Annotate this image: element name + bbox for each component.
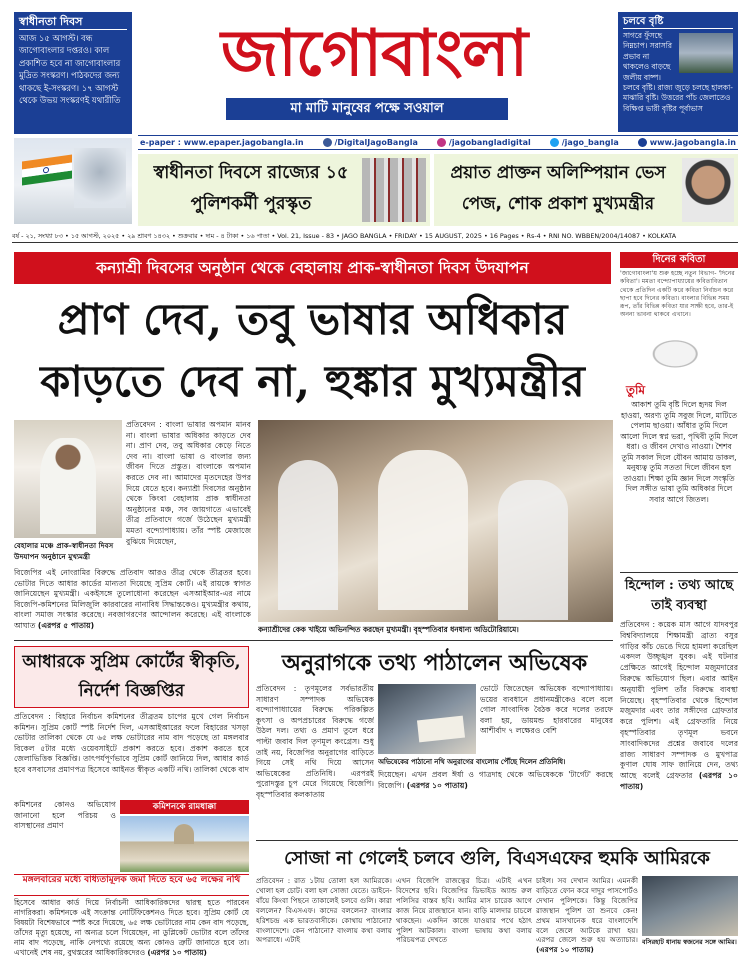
shoja-col2: এখন বিজেপি রাজত্বের চিত্র। এটাই এখন বিদেশের ছবি। বিজেপির ডিভাইড অ্যান্ড রুল পলিসির বাস্তব ছবি। আমির মাস চারেক আগে কাজ নিয়ে রাজস্থানে যান। বাড়ি মালদার চাচলে থাকছেন। একদিন কাজে যাওয়ার পথে হঠাৎ পুলিশ আটকাল। বাংলা ভাষায় কথা বলায় পরিচয়পত্র দেখতে bbox=[396, 876, 532, 945]
aadhaar-box-head: মঙ্গলবারের মধ্যে বাধ্যতামূলক জমা দিতে হবে ৬৫ লক্ষের নথি bbox=[14, 874, 249, 896]
abhishek-col4-text: দিয়েছেন। এখন প্রবল ঈর্ষা ও গাত্রদাহ থেকে অভিষেককে 'টার্গেট' করছে বিজেপি। bbox=[378, 770, 613, 790]
dateline: বর্ষ - ২১, সংখ্যা ৮৩ • ১৫ আগস্ট, ২০২৫ • ২৯ শ্রাবণ ১৪৩২ • শুক্রবার • দাম - ৪ টাকা • ১৬ পাতা • Vol. 21, Issue - 83 • JAGO BANGLA • FRIDAY • 15 AUGUST, 2025 • 16 Pages • Rs-4 • RNI NO. WBBEN/2004/14087 • KOLKATA bbox=[12, 230, 738, 243]
aadhaar-body: প্রতিবেদন : বিহারে নির্বাচন কমিশনের তীব্রতম চাপের মুখে গেল নির্বাচন কমিশন। সুপ্রিম কোর্ট স্পষ্ট নির্দেশ দিল, এসআইআরের ফলে বিহারের খসড়া ভোটার তালিকা থেকে যে ৬৫ লক্ষ ভোটারের নাম বাদ পড়েছে তা মঙ্গলবার বিকেল ৫টার মধ্যে ওয়েবসাইটে প্রকাশ করতে হবে। প্রকাশ করতে হবে জেলাভিত্তিক বিজ্ঞপ্তি। তাৎপর্যপূর্ণভাবে সুপ্রিম কোর্ট জানিয়ে দিল, আধার কার্ড হবে বসবাসের প্রমাণপত্র হিসেবে আইনত স্বীকৃত একটি নথি। তালিকা থেকে বাদ bbox=[14, 712, 249, 774]
instagram-icon bbox=[437, 138, 446, 147]
left-brief-text: আজ ১৫ আগস্ট। বন্ধ জাগোবাংলার দপ্তরও। কাল প্রকাশিত হবে না জাগোবাংলার মুদ্রিত সংস্করণ। পাঠকদের জন্য থাকছে ই-সংস্করণ। ১৭ আগস্ট থেকে উভয় সংস্করণই যথারীতি bbox=[19, 33, 121, 106]
vece-paes-photo bbox=[682, 158, 734, 222]
amir-photo-caption: বসিরহাট ধানায় স্বজনের সঙ্গে আমির। bbox=[642, 938, 737, 946]
right-brief-box bbox=[618, 12, 738, 132]
epaper-link[interactable]: e-paper : www.epaper.jagobangla.in bbox=[140, 138, 304, 147]
cm-stage-caption: বেহালার মঞ্চে প্রাক-স্বাধীনতা দিবস উদযাপন অনুষ্ঠানে মুখ্যমন্ত্রী bbox=[14, 541, 114, 561]
poem-body: আকাশ তুমি বৃষ্টি দিলে হৃদয় দিল হাওয়া, অরণ্য তুমি সবুজ দিলে, মাটিতে পেলাম ছাওয়া। আঁধার তুমি দিলে আলো দিলে স্বপ্ন ভরা, পৃথিবী তুমি দিলে ধরা। ও জীবন দেখাও নাওয়া। শৈশব তুমি সকাল দিলে যৌবন আমায় ডাকল, মনুষ্যত্ব তুমি সততা দিলে জীবন হল তাওয়া। শিক্ষা তুমি জ্ঞান দিলে সংস্কৃতি দিল সঙ্গীত ভাষা তুমি অধিকার দিলে সবার আগে জিতল। bbox=[620, 400, 738, 504]
abhishek-col4 bbox=[378, 770, 613, 834]
hindol-continued: (এরপর ১০ পাতায়) bbox=[620, 771, 738, 791]
shoja-col1: প্রতিবেদন : রাত ১টায় তোলা হল আমিরকে। খোলা হল চোট। বলা হল সোজা যেতে। ডাইনে-বাঁয়ে কিংবা পিছনে তাকালেই চলবে গুলি। কারা বললেন? বিএসএফ। কাদের বললেন? বাংলার হরিশচন্দ্র এক ভারতবাসীকে। কোথায় পাঠানো? বাংলাদেশে। কেন পাঠানো? বাংলায় কথা বলায় অপরাধে। এটাই bbox=[256, 876, 392, 945]
kanyashree-caption: কন্যাশ্রীদের কেক খাইয়ে অভিনন্দিত করছেন মুখ্যমন্ত্রী। বৃহস্পতিবার ধনধান্য অডিটোরিয়ামে। bbox=[258, 625, 519, 634]
main-story-continued: (এরপর ৫ পাতায়) bbox=[37, 620, 95, 630]
rain-photo bbox=[679, 33, 733, 73]
social-bar bbox=[138, 135, 738, 150]
right-brief-title: চলবে বৃষ্টি bbox=[623, 15, 733, 29]
instagram-link[interactable]: /jagobangladigital bbox=[437, 138, 531, 147]
cm-stage-photo bbox=[14, 420, 122, 538]
main-story-col1: প্রতিবেদন : বাংলা ভাষার অপমান মানব না। বাংলা ভাষার অধিকার কাড়তে দেব না। প্রাণ দেব, তবু অধিকার কেড়ে নিতে দেব না। বাংলা ভাষা ও বাংলার জন্য জীবন দিতে প্রস্তুত। বাংলাকে অপমান করতে দেব না। আমাদের মৃতদেহের উপর দিয়ে যেতে হবে। কন্যাশ্রী দিবসের অনুষ্ঠান থেকে কিংবা বেহালায় প্রাক স্বাধীনতা অনুষ্ঠানের মঞ্চ, সব জায়গাতে এভাবেই তীব্র প্রতিবাদে গর্জে উঠেছেন মুখ্যমন্ত্রী মমতা বন্দ্যোপাধ্যায়। তাঁর স্পষ্ট মেজাজে বুঝিয়ে দিয়েছেন, bbox=[126, 420, 251, 546]
abhishek-photo-caption: অভিষেকের পাঠানো নথি অনুরাগের বাংলোয় পৌঁছে দিলেন প্রতিনিধি। bbox=[378, 758, 566, 766]
medals-photo bbox=[362, 158, 426, 222]
tricolor-flag-icon bbox=[22, 154, 72, 185]
masthead-title: জাগোবাংলা bbox=[220, 16, 527, 91]
left-brief-box bbox=[14, 12, 132, 134]
teaser-left[interactable] bbox=[138, 154, 430, 226]
abhishek-body: প্রতিবেদন : তৃণমূলের সর্বভারতীয় সাধারণ সম্পাদক অভিষেক বন্দ্যোপাধ্যায়ের বিরুদ্ধে পরিকল্পিত কুৎসা ও অপপ্রচারের বিরুদ্ধে গর্জে উঠল দল। তথ্য ও প্রমাণ তুলে ধরে পাল্টা জবাব দিল তৃণমূল কংগ্রেস। শুধু তাই নয়, বিজেপির অনুরাগের বাড়িতে গিয়ে সেই নথি দিয়ে আসেন অভিষেকের প্রতিনিধি। এরপরই পুরোদস্তুর চুপ মেরে গিয়েছে বিজেপি। বৃহস্পতিবার কলকাতায় bbox=[256, 684, 374, 799]
shoja-divider bbox=[256, 840, 738, 841]
main-story-bottom-text: বিজেপির এই নোংরামির বিরুদ্ধে প্রতিবাদ আরও তীব্র থেকে তীব্রতর হবে। ভোটার দিতে আধার কার্ডের মান্যতা দিয়েছে সুপ্রিম কোর্ট। এই রায়কে স্বাগত জানিয়েছেন মুখ্যমন্ত্রী। একইসঙ্গে তুলোধোনা করেছেন এসআইআর-এর নামে বিজেপি-কমিশনের মিলিজুলি কারবারের নানাবিধ সিদ্ধান্তকেও। মুখ্যমন্ত্রীর কথায়, বাংলা সমাজ সংস্কার করেছে। নবজাগরণের আন্দোলন করেছে। এই বাংলাকে আঘাত bbox=[14, 568, 251, 630]
abhishek-continued: (এরপর ১০ পাতায়) bbox=[406, 780, 468, 790]
poem-header: দিনের কবিতা bbox=[620, 252, 738, 268]
masthead-tagline: মা মাটি মানুষের পক্ষে সওয়াল bbox=[226, 98, 508, 120]
main-headline-1: প্রাণ দেব, তবু ভাষার অধিকার bbox=[57, 295, 568, 345]
aadhaar-box-text: হিসেবে আধার কার্ড দিয়ে নির্বাচনী আধিকারিকদের দ্বারস্থ হতে পারবেন নাগরিকরা। কমিশনকে এই সংক্রান্ত নোটিফিকেশনও দিতে হবে। সুপ্রিম কোর্ট যে বিষয়টা বিশেষভাবে স্পষ্ট করে দিয়েছে, ৬৫ লক্ষ ভোটারের নাম কেন বাদ পড়েছে, তাঁদের মৃত্যু হয়েছে, না অন্যত্র চলে গিয়েছেন, না ডুপ্লিকেট ভোটার বলে তাঁদের নাম বাদ পড়েছে, নাকি নেপথ্যে রয়েছে অন্য কোনও ত্রুটি জানাতে হবে তা। এখানেই শেষ নয়, বুথস্তরের আধিকারিকদেরও bbox=[14, 898, 249, 956]
kanyashree-photo bbox=[258, 420, 613, 622]
main-headline-2: কাড়তে দেব না, হুঙ্কার মুখ্যমন্ত্রীর bbox=[40, 357, 585, 407]
twitter-link[interactable]: /jago_bangla bbox=[550, 138, 619, 147]
left-brief-title: স্বাধীনতা দিবস bbox=[19, 15, 127, 30]
poem-divider bbox=[620, 572, 738, 573]
main-kicker: কন্যাশ্রী দিবসের অনুষ্ঠান থেকে বেহালায় প্রাক-স্বাধীনতা দিবস উদযাপন bbox=[14, 252, 611, 284]
globe-icon bbox=[638, 138, 647, 147]
amir-photo bbox=[642, 876, 738, 936]
flag-photo bbox=[14, 138, 132, 224]
abhishek-col3: ভোটে জিতেছেন অভিষেক বন্দ্যোপাধ্যায়। ভয়ের ব্যবধানে প্রধানমন্ত্রীকেও বলে বলে গোল সাংবাদিক বৈঠক করে দলের তরফে বলা হয়, ডায়মন্ড হারবারের মানুষের আশীর্বাদ ৭ লক্ষেরও বেশি bbox=[480, 684, 613, 736]
website-link[interactable]: www.jagobangla.in bbox=[638, 138, 736, 147]
aadhaar-headline-box bbox=[14, 646, 249, 708]
teaser-right[interactable] bbox=[434, 154, 738, 226]
right-brief-text: সাগরে ফুঁসছে নিম্নচাপ। সরাসরি প্রভাব না থাকলেও বাড়ছে জলীয় বাষ্প। চলবে বৃষ্টি। রাজ্য জুড়ে চলছে হালকা-মাঝারি বৃষ্টি। উত্তরের পাঁচ জেলাতেও বিক্ষিপ্ত ভারী বৃষ্টির পূর্বাভাস bbox=[623, 31, 733, 113]
teaser-right-text: প্রয়াত প্রাক্তন অলিম্পিয়ান ভেস পেজ, শোক প্রকাশ মুখ্যমন্ত্রীর bbox=[450, 163, 666, 214]
abhishek-photo bbox=[378, 684, 476, 754]
poem-title: তুমি bbox=[626, 383, 646, 397]
shoja-col3-text: চাইল। সব দেখান আমির। এমনকী বাড়িতে ফোন করে দাদুর পাসপোর্টও দেখান পুলিশকে। কিন্তু বিজেপির রাজস্থান পুলিশ তা শুনবে কেন! প্রথম মাসখানেক ধরে বাংলাদেশি বলে জেলে আটকে রাখা হয়। এরপর জেলে শুরু হয় অত্যাচার। bbox=[536, 876, 638, 945]
aadhaar-side: কমিশনের কোনও অভিযোগ জানানো হলে পরিচয় ও বাসস্থানের প্রমাণ bbox=[14, 800, 116, 831]
twitter-icon bbox=[550, 138, 559, 147]
shoja-col3 bbox=[536, 876, 638, 956]
aadhaar-subhead: কমিশনকে রামধাক্কা bbox=[120, 800, 249, 814]
shoja-continued: (এরপর ১০ পাতায়) bbox=[536, 945, 594, 955]
hindol-body-text: প্রতিবেদন : কয়েক মাস আগে যাদবপুর বিশ্ববিদ্যালয়ে শিক্ষামন্ত্রী ব্রাত্য বসুর গাড়ির কাঁচ ভেঙে দিয়ে হামলা করেছিল একদল উচ্ছৃঙ্খল যুবক। এই ঘটনার প্রেক্ষিতে আগেই হিন্দোল মজুমদারের বিরুদ্ধে অভিযোগ ছিল। এবার আইন অনুযায়ী পুলিশ তাঁর বিরুদ্ধে ব্যবস্থা নিয়েছে। বৃহস্পতিবার থেকে হিন্দোল মজুমদার এবং তার সঙ্গীদের গ্রেফতার করে পুলিশ। এই গ্রেফতারি নিয়ে বৃহস্পতিবার তৃণমূল ভবনে সাংবাদিকদের প্রশ্নের জবাবে দলের রাজ্য সাধারণ সম্পাদক ও মুখপাত্র কুণাল ঘোষ সাফ জানিয়ে দেন, তথ্য আছে বলেই গ্রেফতার bbox=[620, 620, 738, 781]
aadhaar-headline: আধারকে সুপ্রিম কোর্টের স্বীকৃতি, নির্দেশ বিজ্ঞপ্তির bbox=[22, 652, 241, 701]
aadhaar-continued: (এরপর ১০ পাতায়) bbox=[147, 948, 207, 956]
abhishek-headline: অনুরাগকে তথ্য পাঠালেন অভিষেক bbox=[281, 650, 588, 676]
aadhaar-red-box bbox=[14, 846, 116, 874]
poem-intro: 'জাগোবাংলা'য় শুরু হচ্ছে নতুন বিভাগ- 'দিনের কবিতা'। মমতা বন্দ্যোপাধ্যায়ের কবিতাবিতান থেকে প্রতিদিন একটি করে কবিতা নির্বাচন করে ছাপা হবে দিনের কবিতা। বাংলার বিভিন্ন সময় রূপ, তাঁর বিভিন্ন কবিতা যার সাক্ষী হবে, তার-ই অনন্য ভাবনা থাকবে এখানে। bbox=[620, 270, 735, 319]
aadhaar-box-body bbox=[14, 898, 249, 956]
main-story-bottom bbox=[14, 568, 251, 636]
shoja-headline: সোজা না গেলেই চলবে গুলি, বিএসএফের হুমকি আমিরকে bbox=[284, 848, 710, 869]
section-divider bbox=[14, 640, 613, 641]
poet-sketch bbox=[632, 322, 728, 380]
hindol-headline: হিন্দোল : তথ্য আছে তাই ব্যবস্থা bbox=[624, 578, 734, 613]
facebook-link[interactable]: /DigitalJagoBangla bbox=[323, 138, 418, 147]
supreme-court-photo bbox=[120, 816, 249, 872]
facebook-icon bbox=[323, 138, 332, 147]
teaser-left-text: স্বাধীনতা দিবসে রাজ্যের ১৫ পুলিশকর্মী পুরস্কৃত bbox=[153, 163, 349, 214]
